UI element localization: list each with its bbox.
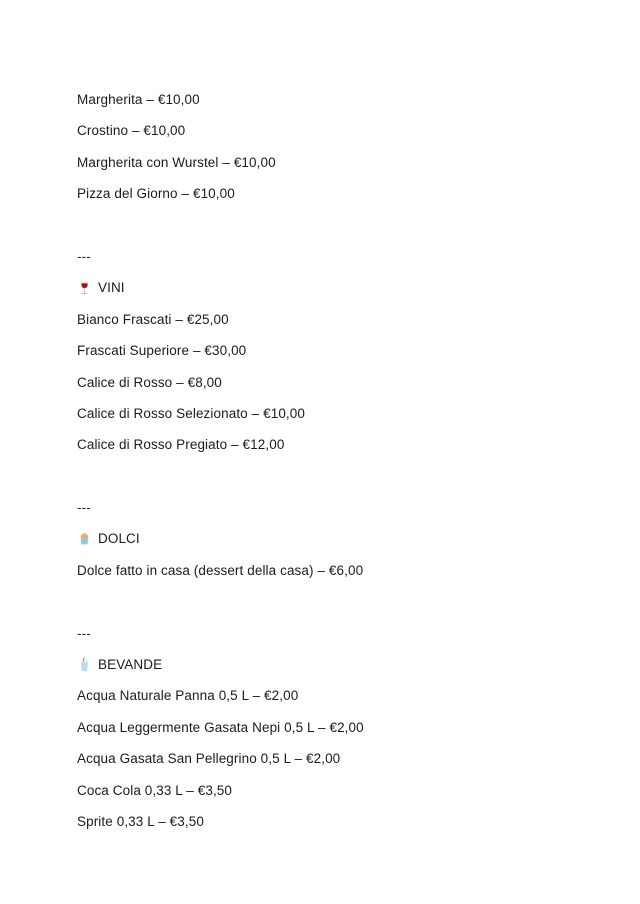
menu-item: Calice di Rosso – €8,00 <box>77 374 222 390</box>
menu-item: Acqua Naturale Panna 0,5 L – €2,00 <box>77 688 299 704</box>
menu-item: Acqua Leggermente Gasata Nepi 0,5 L – €2,00 <box>77 719 364 735</box>
menu-item: Margherita – €10,00 <box>77 92 200 107</box>
section-title: VINI <box>98 280 125 296</box>
section-title: BEVANDE <box>98 657 163 673</box>
wine-glass-icon <box>77 280 92 296</box>
menu-sections <box>77 92 600 845</box>
menu-item: Calice di Rosso Selezionato – €10,00 <box>77 405 305 421</box>
section-divider: --- <box>77 500 91 516</box>
menu-item: Acqua Gasata San Pellegrino 0,5 L – €2,00 <box>77 751 341 767</box>
section-header <box>77 657 162 673</box>
menu-item: Margherita con Wurstel – €10,00 <box>77 154 276 170</box>
section-divider: --- <box>77 625 91 641</box>
menu-item: Pizza del Giorno – €10,00 <box>77 186 235 202</box>
menu-item: Coca Cola 0,33 L – €3,50 <box>77 782 233 798</box>
menu-section <box>77 594 364 845</box>
menu-item: Dolce fatto in casa (dessert della casa) – €6,00 <box>77 562 364 578</box>
menu-item: Frascati Superiore – €30,00 <box>77 343 247 359</box>
section-divider: --- <box>77 248 91 264</box>
menu-item: Bianco Frascati – €25,00 <box>77 311 229 327</box>
section-title: DOLCI <box>98 531 140 547</box>
menu-item: Crostino – €10,00 <box>77 123 186 139</box>
menu-section <box>77 92 276 218</box>
menu-section <box>77 218 305 469</box>
section-header <box>77 280 125 296</box>
menu-item: Calice di Rosso Pregiato – €12,00 <box>77 437 285 453</box>
menu-section <box>77 469 363 595</box>
cupcake-icon <box>77 531 92 547</box>
cup-with-straw-icon <box>77 657 92 673</box>
section-header <box>77 531 140 547</box>
menu-item: Sprite 0,33 L – €3,50 <box>77 813 204 829</box>
